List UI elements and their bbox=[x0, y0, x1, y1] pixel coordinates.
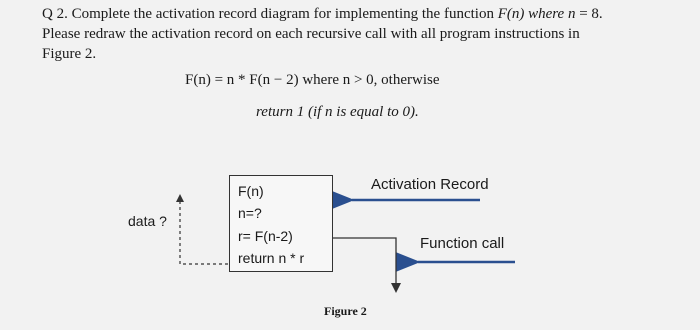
activation-record-box bbox=[229, 175, 333, 272]
activation-record-label: Activation Record bbox=[371, 176, 489, 193]
figure-caption: Figure 2 bbox=[324, 304, 367, 318]
data-dashed-arrowhead bbox=[176, 194, 184, 202]
record-line-recursive-call: r= F(n-2) bbox=[238, 228, 293, 244]
recursive-call-connector-arrowhead bbox=[391, 283, 401, 293]
question-line-1-prefix: Q 2. Complete the activation record diagram for implementing the function bbox=[42, 6, 498, 22]
record-line-return: return n * r bbox=[238, 250, 305, 266]
question-line-1-suffix: = 8. bbox=[575, 6, 603, 22]
formula-recursive-case: F(n) = n * F(n − 2) where n > 0, otherwise bbox=[185, 72, 440, 88]
record-line-n: n=? bbox=[238, 205, 262, 221]
question-line-3: Figure 2. bbox=[42, 46, 97, 62]
function-expression: F(n) where n bbox=[497, 6, 576, 22]
question-line-2: Please redraw the activation record on each recursive call with all program instructions in bbox=[42, 26, 580, 42]
data-label: data ? bbox=[128, 213, 167, 229]
record-line-function: F(n) bbox=[238, 183, 264, 199]
data-dashed-bracket bbox=[180, 201, 230, 264]
formula-base-case: return 1 (if n is equal to 0). bbox=[256, 104, 419, 120]
function-call-label: Function call bbox=[420, 235, 505, 252]
